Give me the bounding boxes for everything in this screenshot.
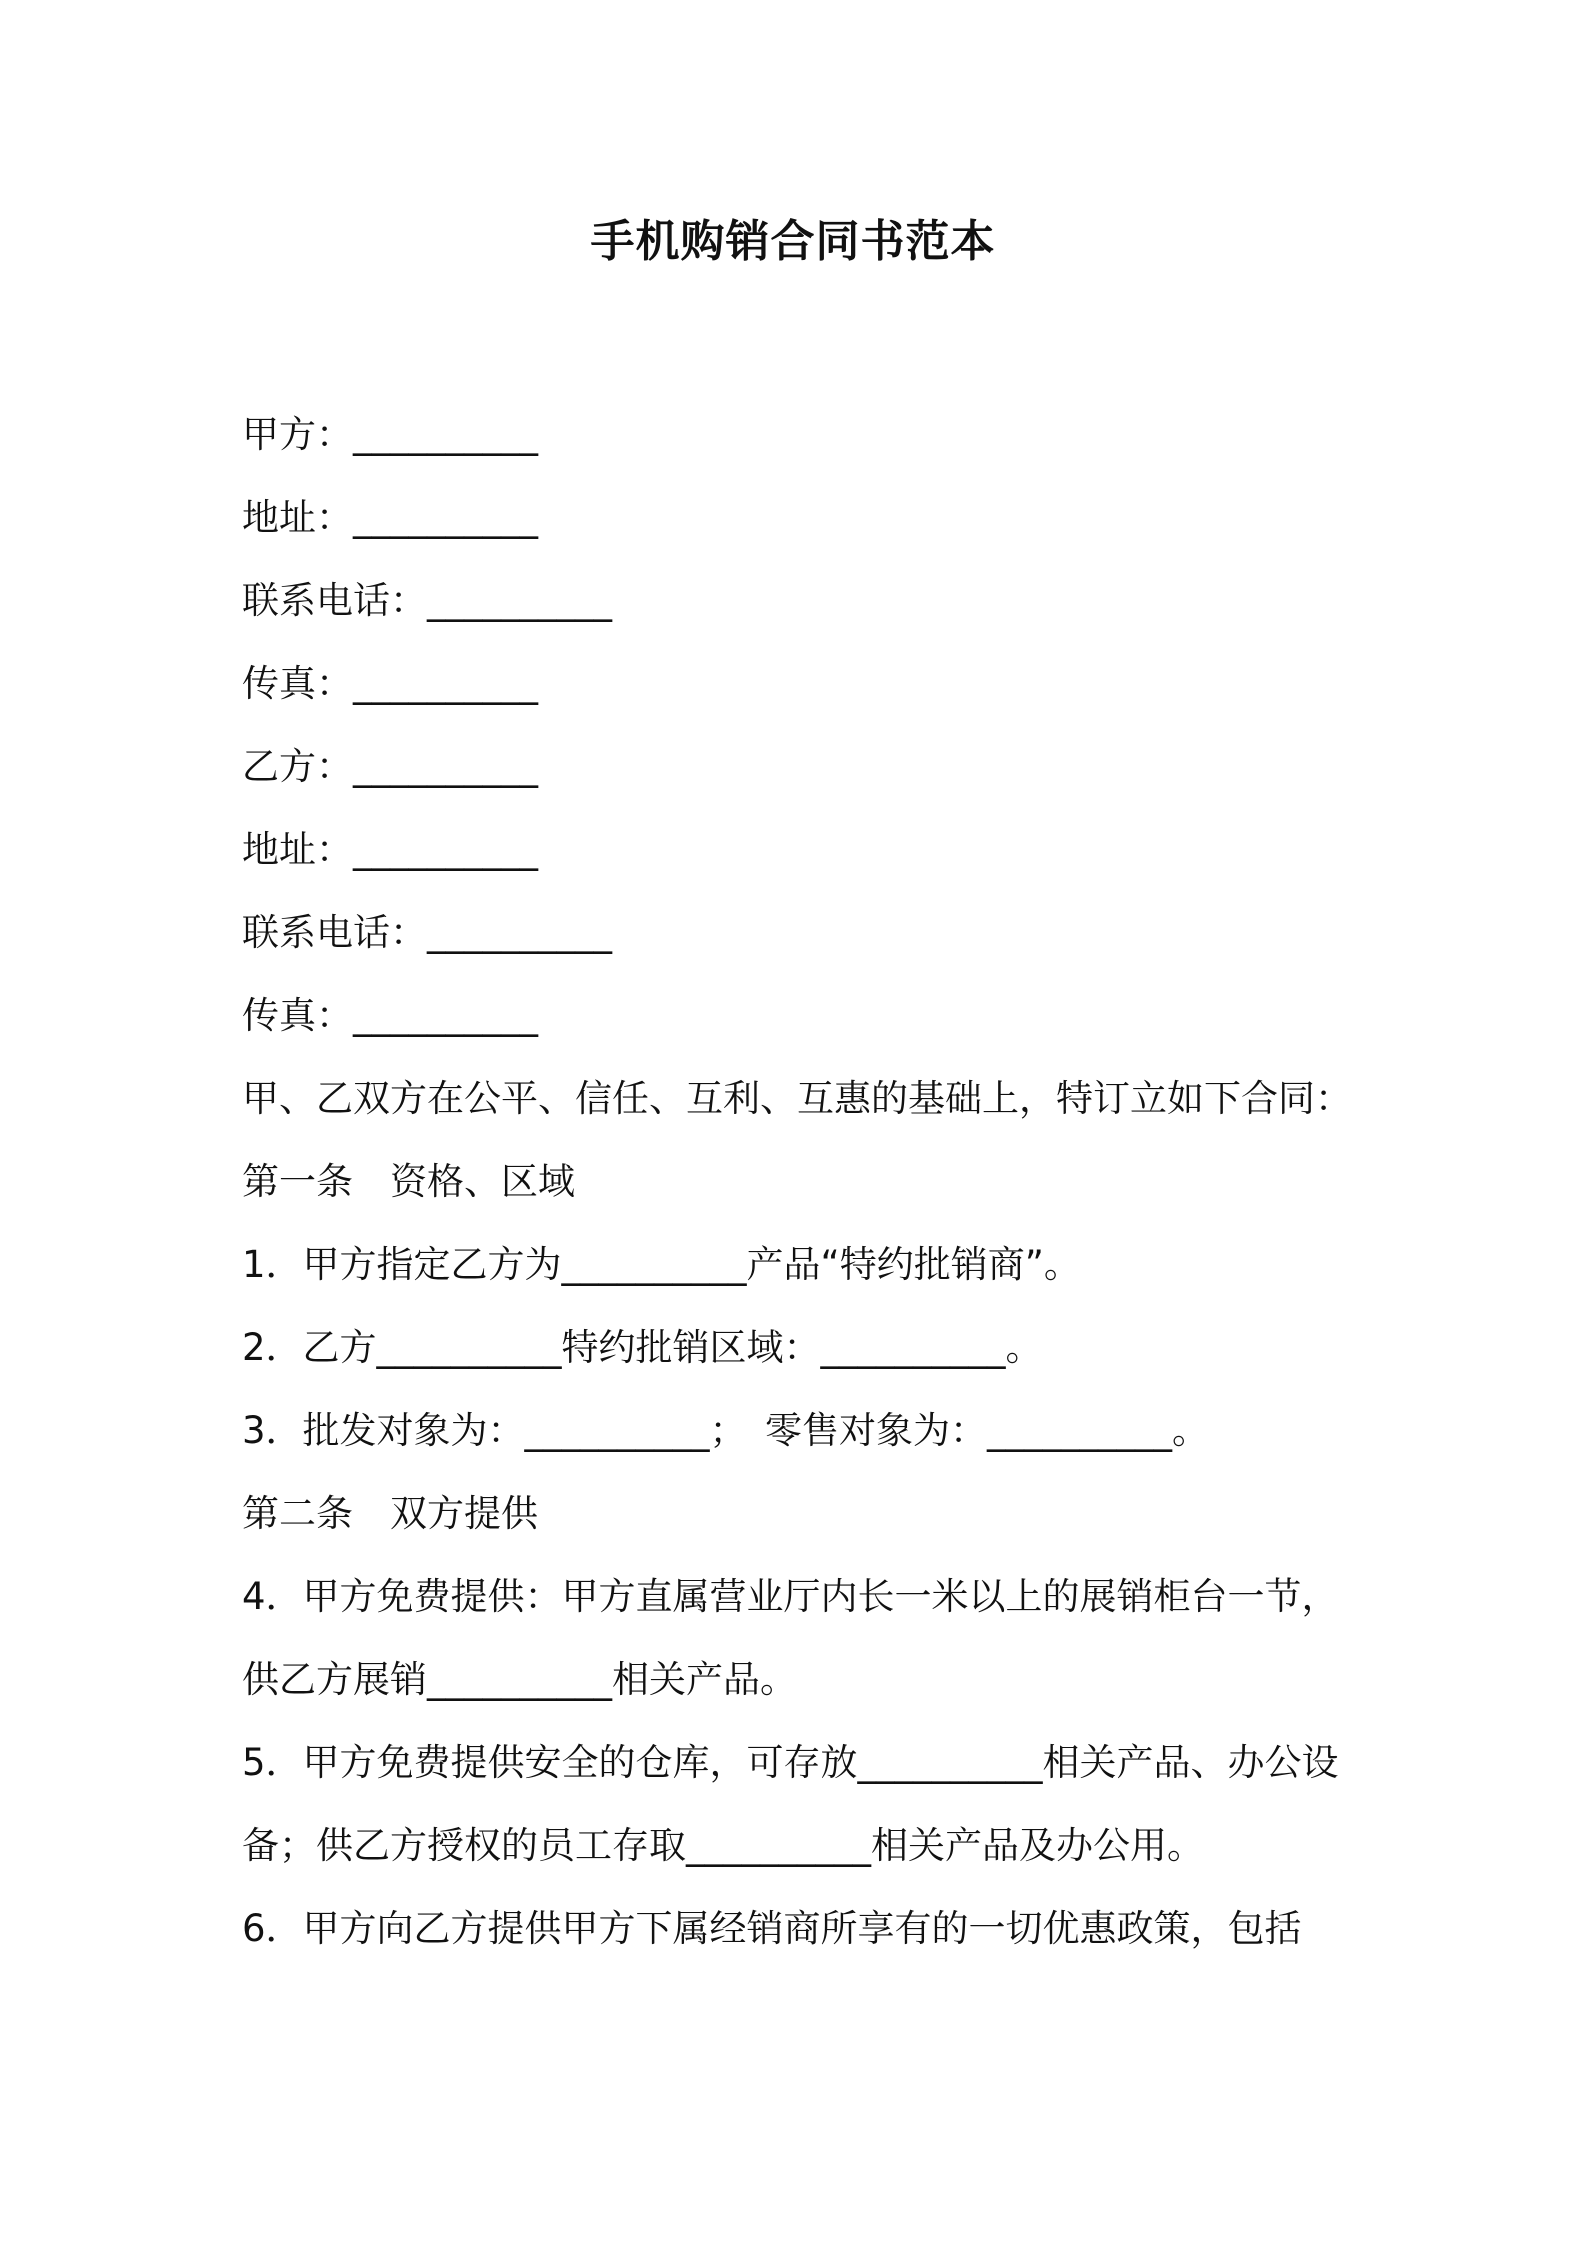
clause-4-line: 4．甲方免费提供：甲方直属营业厅内长一米以上的展销柜台一节， (242, 1575, 1339, 1618)
party-b-phone-line: 联系电话：__________ (242, 911, 612, 954)
party-a-fax-line: 传真：__________ (242, 662, 538, 705)
contract-body (242, 405, 1362, 1982)
party-a-address-line: 地址：__________ (242, 496, 538, 539)
clause-1-line: 1．甲方指定乙方为__________产品“特约批销商”。 (242, 1243, 1081, 1286)
party-b-address-line: 地址：__________ (242, 828, 538, 871)
party-b-fax-line: 传真：__________ (242, 994, 538, 1037)
party-b-line: 乙方：__________ (242, 745, 538, 788)
party-a-line: 甲方：__________ (242, 413, 538, 456)
preamble-line: 甲、乙双方在公平、信任、互利、互惠的基础上，特订立如下合同： (242, 1077, 1352, 1120)
clause-4-continuation: 供乙方展销__________相关产品。 (242, 1658, 797, 1701)
document-title: 手机购销合同书范本 (590, 216, 996, 267)
clause-5-line: 5．甲方免费提供安全的仓库，可存放__________相关产品、办公设 (242, 1741, 1339, 1784)
clause-3-line: 3．批发对象为：__________； 零售对象为：__________。 (242, 1409, 1210, 1452)
article-1-heading: 第一条 资格、区域 (242, 1160, 575, 1203)
clause-6-line: 6．甲方向乙方提供甲方下属经销商所享有的一切优惠政策，包括 (242, 1907, 1302, 1950)
clause-5-continuation: 备；供乙方授权的员工存取__________相关产品及办公用。 (242, 1824, 1204, 1867)
party-a-phone-line: 联系电话：__________ (242, 579, 612, 622)
clause-2-line: 2．乙方__________特约批销区域：__________。 (242, 1326, 1043, 1369)
article-2-heading: 第二条 双方提供 (242, 1492, 538, 1535)
